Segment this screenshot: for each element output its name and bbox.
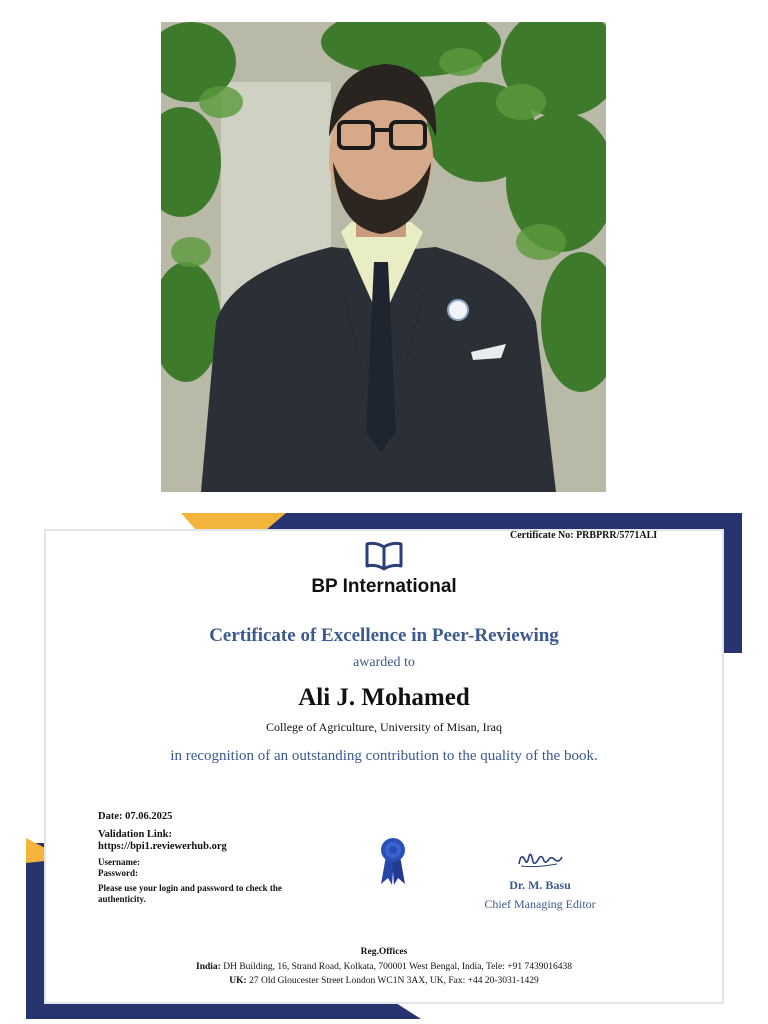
- recognition-text: in recognition of an outstanding contribution to the quality of the book.: [170, 748, 598, 764]
- open-book-icon: [364, 541, 404, 571]
- issue-date: Date: 07.06.2025: [98, 811, 173, 822]
- validation-label: Validation Link:: [98, 829, 173, 840]
- signer-title: Chief Managing Editor: [484, 897, 596, 911]
- authenticity-note: Please use your login and password to check the authenticity.: [98, 883, 282, 904]
- recipient-name: Ali J. Mohamed: [298, 684, 470, 711]
- india-label: India:: [196, 962, 221, 972]
- brand-name: BP International: [311, 576, 457, 597]
- signature: [515, 848, 565, 870]
- username-label: Username:: [98, 857, 140, 867]
- signer-name: Dr. M. Basu: [509, 878, 571, 892]
- uk-address: [0, 976, 768, 986]
- india-address-text: DH Building, 16, Strand Road, Kolkata, 700001 West Bengal, India, Tele: +91 7439016438: [223, 962, 572, 972]
- award-ribbon-icon: [377, 836, 409, 886]
- validation-link[interactable]: https://bpi1.reviewerhub.org: [98, 841, 227, 852]
- india-address: [0, 962, 768, 972]
- uk-label: UK:: [229, 976, 247, 986]
- uk-address-text: 27 Old Gloucester Street London WC1N 3AX, UK, Fax: +44 20-3031-1429: [249, 976, 539, 986]
- validation-block: [98, 811, 328, 905]
- portrait-photo: [161, 22, 606, 492]
- awarded-to-text: awarded to: [353, 655, 415, 670]
- recipient-affiliation: College of Agriculture, University of Misan, Iraq: [266, 720, 502, 734]
- reg-offices-heading: Reg.Offices: [360, 947, 408, 957]
- certificate-number: Certificate No: PRBPRR/5771ALI: [510, 530, 658, 541]
- certificate-title: Certificate of Excellence in Peer-Reviewing: [209, 625, 559, 646]
- password-label: Password:: [98, 868, 138, 878]
